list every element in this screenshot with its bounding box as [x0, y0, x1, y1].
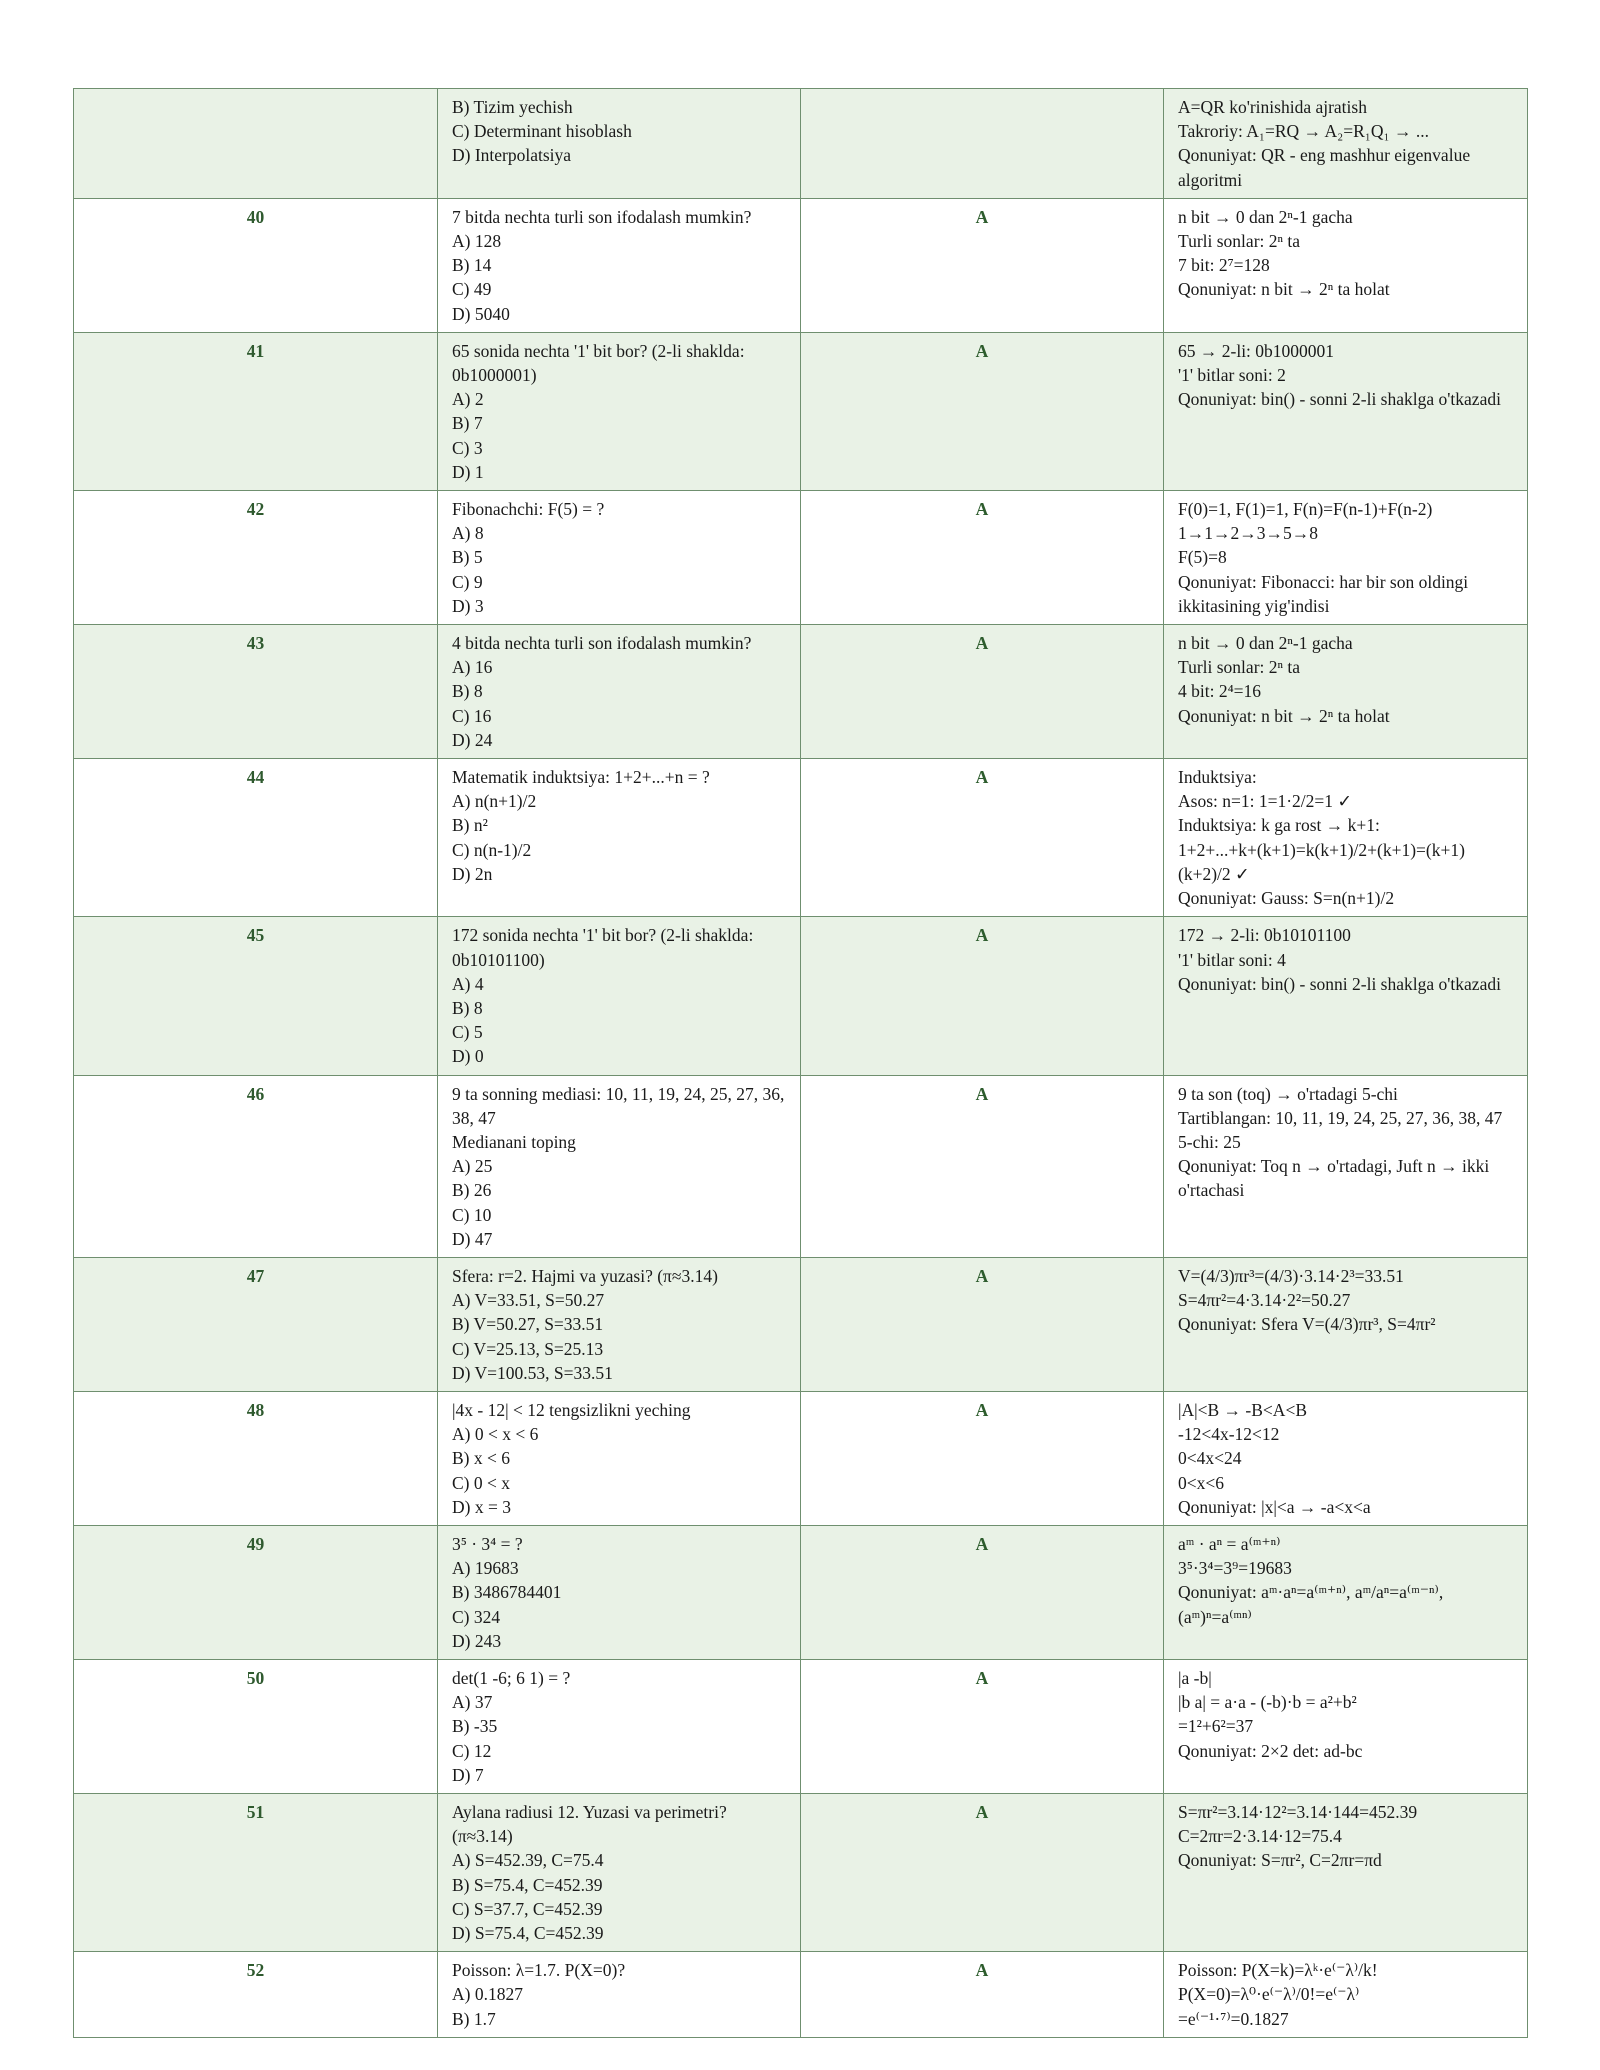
explanation-line: Tartiblangan: 10, 11, 19, 24, 25, 27, 36, 38, 47	[1178, 1107, 1503, 1128]
question-line: B) 7	[452, 413, 483, 434]
question-number: 48	[74, 1391, 438, 1525]
question-line: C) 0 < x	[452, 1472, 510, 1493]
question-line: A) 0.1827	[452, 1984, 523, 2005]
question-number: 40	[74, 198, 438, 332]
explanation-line: S=4πr²=4·3.14·2²=50.27	[1178, 1290, 1351, 1311]
explanation-line: Qonuniyat: n bit → 2ⁿ ta holat	[1178, 279, 1390, 300]
question-line: A) 4	[452, 973, 484, 994]
question-line: A) 128	[452, 231, 502, 252]
table-row	[74, 917, 1528, 1075]
explanation-line: F(5)=8	[1178, 547, 1227, 568]
explanation-line: 65 → 2-li: 0b1000001	[1178, 340, 1335, 361]
question-line: C) 3	[452, 437, 483, 458]
question-number: 44	[74, 759, 438, 917]
explanation-line: Poisson: P(X=k)=λᵏ·e⁽⁻λ⁾/k!	[1178, 1960, 1378, 1981]
explanation-line: 1→1→2→3→5→8	[1178, 523, 1318, 544]
question-line: B) n²	[452, 815, 488, 836]
question-line: B) 1.7	[452, 2008, 496, 2029]
question-line: Medianani toping	[452, 1131, 576, 1152]
explanation-line: Induktsiya: k ga rost → k+1:	[1178, 815, 1380, 836]
question-line: A) 37	[452, 1692, 493, 1713]
answer-letter: A	[801, 759, 1164, 917]
explanation-cell	[1164, 1659, 1528, 1793]
question-number: 50	[74, 1659, 438, 1793]
question-cell	[438, 491, 801, 625]
question-line: C) 49	[452, 279, 492, 300]
explanation-line: C=2πr=2·3.14·12=75.4	[1178, 1826, 1342, 1847]
explanation-cell	[1164, 917, 1528, 1075]
question-line: C) 5	[452, 1022, 483, 1043]
explanation-cell	[1164, 89, 1528, 199]
question-text: |4x - 12| < 12 tengsizlikni yeching	[452, 1399, 691, 1420]
question-line: C) 12	[452, 1740, 492, 1761]
explanation-line: A=QR ko'rinishida ajratish	[1178, 97, 1367, 117]
question-line: D) 2n	[452, 863, 493, 884]
question-line: A) 0 < x < 6	[452, 1424, 539, 1445]
question-line: D) V=100.53, S=33.51	[452, 1362, 613, 1383]
question-line: C) V=25.13, S=25.13	[452, 1338, 604, 1359]
question-number: 49	[74, 1525, 438, 1659]
table-row	[74, 491, 1528, 625]
answer-letter: A	[801, 332, 1164, 490]
explanation-line: Qonuniyat: Sfera V=(4/3)πr³, S=4πr²	[1178, 1314, 1436, 1335]
question-number: 51	[74, 1794, 438, 1952]
question-line: B) 3486784401	[452, 1582, 562, 1603]
explanation-line: |b a| = a·a - (-b)·b = a²+b²	[1178, 1692, 1357, 1713]
explanation-line: Qonuniyat: bin() - sonni 2-li shaklga o'tkazadi	[1178, 389, 1501, 410]
question-line: A) 25	[452, 1156, 493, 1177]
question-number: 42	[74, 491, 438, 625]
explanation-line: 172 → 2-li: 0b10101100	[1178, 925, 1351, 946]
question-line: C) 16	[452, 705, 492, 726]
explanation-cell	[1164, 332, 1528, 490]
explanation-cell	[1164, 625, 1528, 759]
question-cell	[438, 759, 801, 917]
question-line: C) 9	[452, 571, 483, 592]
answer-letter: A	[801, 1257, 1164, 1391]
answer-letter: A	[801, 1952, 1164, 2038]
table-row	[74, 1257, 1528, 1391]
question-line: B) 8	[452, 681, 483, 702]
question-text: 7 bitda nechta turli son ifodalash mumkin?	[452, 206, 752, 227]
explanation-line: 4 bit: 2⁴=16	[1178, 681, 1262, 702]
table-row	[74, 198, 1528, 332]
question-line: B) 14	[452, 255, 492, 276]
explanation-line: 9 ta son (toq) → o'rtadagi 5-chi	[1178, 1083, 1398, 1104]
qa-table	[73, 88, 1528, 2038]
question-cell	[438, 89, 801, 199]
answer-letter: A	[801, 1525, 1164, 1659]
explanation-cell	[1164, 1952, 1528, 2038]
question-number: 41	[74, 332, 438, 490]
question-line: B) 8	[452, 997, 483, 1018]
explanation-line: Turli sonlar: 2ⁿ ta	[1178, 231, 1301, 252]
explanation-line: 0<x<6	[1178, 1472, 1224, 1493]
explanation-cell	[1164, 1794, 1528, 1952]
question-line: B) 26	[452, 1180, 492, 1201]
question-cell	[438, 917, 801, 1075]
question-text: Matematik induktsiya: 1+2+...+n = ?	[452, 767, 710, 788]
question-number	[74, 89, 438, 199]
explanation-line: '1' bitlar soni: 2	[1178, 365, 1286, 386]
explanation-line: Qonuniyat: Gauss: S=n(n+1)/2	[1178, 888, 1395, 909]
table-row	[74, 1525, 1528, 1659]
question-number: 43	[74, 625, 438, 759]
question-line: B) Tizim yechish	[452, 97, 573, 117]
question-number: 46	[74, 1075, 438, 1257]
question-text: Fibonachchi: F(5) = ?	[452, 499, 605, 520]
explanation-line: -12<4x-12<12	[1178, 1424, 1280, 1445]
answer-letter: A	[801, 198, 1164, 332]
explanation-line: Turli sonlar: 2ⁿ ta	[1178, 657, 1301, 678]
question-line: D) 3	[452, 595, 484, 616]
question-cell	[438, 198, 801, 332]
answer-letter	[801, 89, 1164, 199]
question-number: 52	[74, 1952, 438, 2038]
explanation-line: n bit → 0 dan 2ⁿ-1 gacha	[1178, 206, 1353, 227]
explanation-cell	[1164, 759, 1528, 917]
explanation-line: V=(4/3)πr³=(4/3)·3.14·2³=33.51	[1178, 1265, 1404, 1286]
question-line: C) 10	[452, 1204, 492, 1225]
question-number: 47	[74, 1257, 438, 1391]
explanation-line: =1²+6²=37	[1178, 1716, 1254, 1737]
question-cell	[438, 625, 801, 759]
question-line: D) Interpolatsiya	[452, 145, 572, 166]
explanation-line: Qonuniyat: Toq n → o'rtadagi, Juft n → ikki o'rtachasi	[1178, 1156, 1490, 1201]
explanation-line: 0<4x<24	[1178, 1448, 1242, 1469]
explanation-line: Qonuniyat: |x|<a → -a<x<a	[1178, 1496, 1371, 1517]
explanation-line: n bit → 0 dan 2ⁿ-1 gacha	[1178, 633, 1353, 654]
question-line: D) 0	[452, 1046, 484, 1067]
explanation-line: '1' bitlar soni: 4	[1178, 949, 1286, 970]
question-cell	[438, 1952, 801, 2038]
question-line: B) V=50.27, S=33.51	[452, 1314, 604, 1335]
question-line: D) 5040	[452, 303, 510, 324]
question-line: B) S=75.4, C=452.39	[452, 1874, 603, 1895]
question-line: A) S=452.39, C=75.4	[452, 1850, 604, 1871]
explanation-line: Induktsiya:	[1178, 767, 1257, 788]
table-row	[74, 332, 1528, 490]
question-cell	[438, 1659, 801, 1793]
question-text: Aylana radiusi 12. Yuzasi va perimetri? (π≈3.14)	[452, 1802, 727, 1847]
explanation-line: Qonuniyat: n bit → 2ⁿ ta holat	[1178, 705, 1390, 726]
answer-letter: A	[801, 625, 1164, 759]
explanation-cell	[1164, 198, 1528, 332]
question-line: B) 5	[452, 547, 483, 568]
explanation-cell	[1164, 491, 1528, 625]
question-cell	[438, 1794, 801, 1952]
question-line: D) 243	[452, 1630, 502, 1651]
table-row	[74, 759, 1528, 917]
question-cell	[438, 1391, 801, 1525]
answer-letter: A	[801, 1659, 1164, 1793]
question-line: B) -35	[452, 1716, 498, 1737]
explanation-line: Qonuniyat: S=πr², C=2πr=πd	[1178, 1850, 1382, 1871]
question-line: C) n(n-1)/2	[452, 839, 532, 860]
answer-letter: A	[801, 491, 1164, 625]
question-text: 172 sonida nechta '1' bit bor? (2-li shaklda: 0b10101100)	[452, 925, 754, 970]
question-line: A) n(n+1)/2	[452, 791, 537, 812]
explanation-cell	[1164, 1391, 1528, 1525]
table-row	[74, 1391, 1528, 1525]
question-line: A) V=33.51, S=50.27	[452, 1290, 605, 1311]
answer-letter: A	[801, 917, 1164, 1075]
explanation-line: Takroriy: A₁=RQ → A₂=R₁Q₁ → ...	[1178, 121, 1429, 142]
explanation-cell	[1164, 1525, 1528, 1659]
explanation-cell	[1164, 1257, 1528, 1391]
table-row	[74, 1075, 1528, 1257]
explanation-line: 7 bit: 2⁷=128	[1178, 255, 1270, 276]
question-text: Poisson: λ=1.7. P(X=0)?	[452, 1960, 626, 1981]
question-text: 65 sonida nechta '1' bit bor? (2-li shaklda: 0b1000001)	[452, 340, 745, 386]
question-line: A) 2	[452, 389, 484, 410]
question-text: Sfera: r=2. Hajmi va yuzasi? (π≈3.14)	[452, 1265, 718, 1286]
explanation-line: Qonuniyat: Fibonacci: har bir son oldingi ikkitasining yig'indisi	[1178, 571, 1469, 616]
explanation-line: 5-chi: 25	[1178, 1131, 1241, 1152]
question-cell	[438, 1075, 801, 1257]
table-row	[74, 625, 1528, 759]
question-line: D) 7	[452, 1764, 484, 1785]
question-number: 45	[74, 917, 438, 1075]
explanation-line: S=πr²=3.14·12²=3.14·144=452.39	[1178, 1802, 1418, 1822]
question-line: C) 324	[452, 1606, 501, 1627]
explanation-line: 3⁵·3⁴=3⁹=19683	[1178, 1558, 1292, 1579]
question-line: D) 24	[452, 729, 493, 750]
explanation-line: =e⁽⁻¹·⁷⁾=0.1827	[1178, 2008, 1289, 2029]
question-cell	[438, 1257, 801, 1391]
answer-letter: A	[801, 1075, 1164, 1257]
table-row	[74, 1952, 1528, 2038]
question-text: 4 bitda nechta turli son ifodalash mumkin?	[452, 633, 752, 654]
explanation-line: Qonuniyat: aᵐ·aⁿ=a⁽ᵐ⁺ⁿ⁾, aᵐ/aⁿ=a⁽ᵐ⁻ⁿ⁾, (aᵐ)ⁿ=a⁽ᵐⁿ⁾	[1178, 1582, 1444, 1627]
table-row	[74, 89, 1528, 199]
question-line: A) 8	[452, 523, 484, 544]
qa-table-body	[74, 89, 1528, 2038]
question-text: 3⁵ · 3⁴ = ?	[452, 1533, 523, 1554]
explanation-line: Qonuniyat: 2×2 det: ad-bc	[1178, 1740, 1363, 1761]
explanation-line: |a -b|	[1178, 1667, 1212, 1688]
question-line: D) 47	[452, 1228, 493, 1249]
answer-letter: A	[801, 1391, 1164, 1525]
explanation-line: |A|<B → -B<A<B	[1178, 1399, 1307, 1420]
explanation-line: Asos: n=1: 1=1·2/2=1 ✓	[1178, 791, 1353, 812]
question-line: C) Determinant hisoblash	[452, 121, 632, 142]
table-row	[74, 1659, 1528, 1793]
answer-letter: A	[801, 1794, 1164, 1952]
explanation-line: 1+2+...+k+(k+1)=k(k+1)/2+(k+1)=(k+1)(k+2)/2 ✓	[1178, 839, 1465, 884]
question-line: D) x = 3	[452, 1496, 511, 1517]
question-line: D) 1	[452, 461, 484, 482]
question-line: B) x < 6	[452, 1448, 510, 1469]
explanation-cell	[1164, 1075, 1528, 1257]
question-line: C) S=37.7, C=452.39	[452, 1898, 603, 1919]
question-line: A) 16	[452, 657, 493, 678]
explanation-line: Qonuniyat: bin() - sonni 2-li shaklga o'tkazadi	[1178, 973, 1501, 994]
explanation-line: Qonuniyat: QR - eng mashhur eigenvalue algoritmi	[1178, 145, 1471, 190]
question-line: A) 19683	[452, 1558, 519, 1579]
table-row	[74, 1794, 1528, 1952]
question-text: 9 ta sonning mediasi: 10, 11, 19, 24, 25, 27, 36, 38, 47	[452, 1083, 785, 1128]
question-cell	[438, 1525, 801, 1659]
question-text: det(1 -6; 6 1) = ?	[452, 1667, 571, 1688]
explanation-line: P(X=0)=λ⁰·e⁽⁻λ⁾/0!=e⁽⁻λ⁾	[1178, 1984, 1360, 2005]
question-cell	[438, 332, 801, 490]
explanation-line: aᵐ · aⁿ = a⁽ᵐ⁺ⁿ⁾	[1178, 1533, 1281, 1554]
question-line: D) S=75.4, C=452.39	[452, 1923, 604, 1944]
explanation-line: F(0)=1, F(1)=1, F(n)=F(n-1)+F(n-2)	[1178, 499, 1433, 520]
